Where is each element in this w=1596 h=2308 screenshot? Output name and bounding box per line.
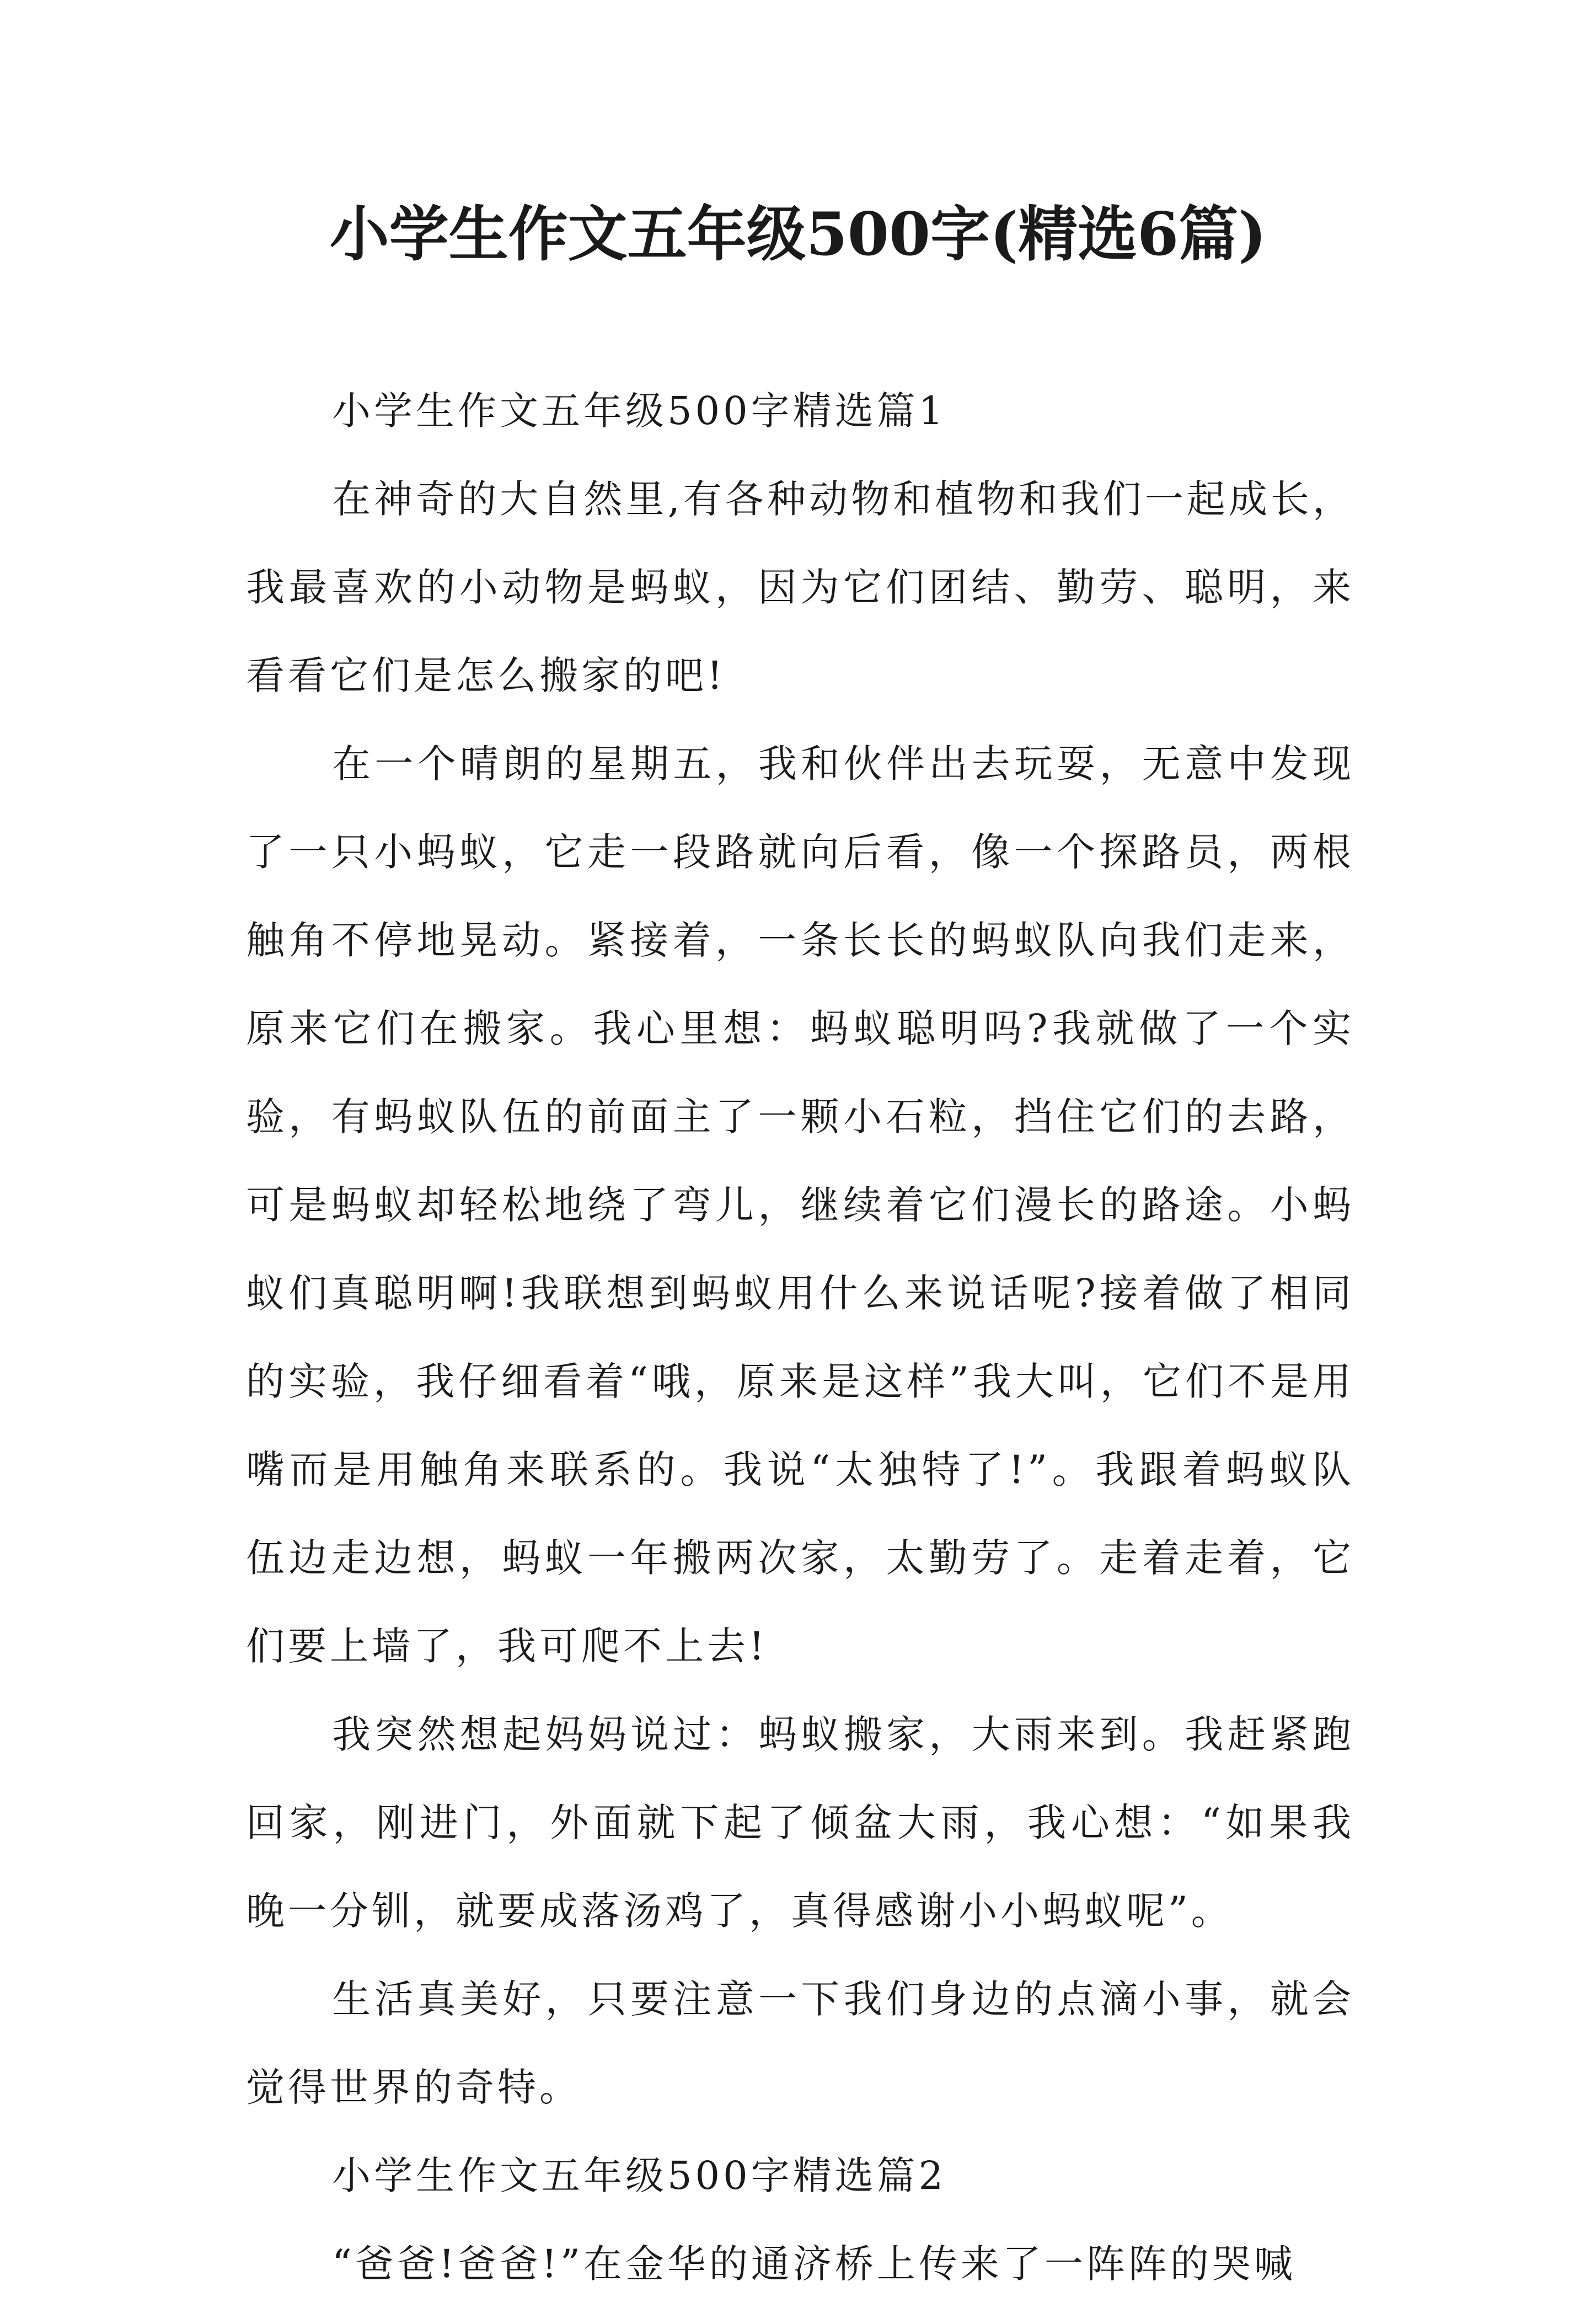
document-title: 小学生作文五年级500字(精选6篇): [329, 200, 1267, 269]
paragraph: 我突然想起妈妈说过：蚂蚁搬家，大雨来到。我赶紧跑回家，刚进门，外面就下起了倾盆大雨，我心想：“如果我晚一分钏，就要成落汤鸡了，真得感谢小小蚂蚁呢”。: [246, 1712, 1354, 1934]
section-heading-1: 小学生作文五年级500字精选篇1: [332, 388, 947, 433]
paragraph: 生活真美好，只要注意一下我们身边的点滴小事，就会觉得世界的奇特。: [246, 1977, 1354, 2110]
paragraph: 在一个晴朗的星期五，我和伙伴出去玩耍，无意中发现了一只小蚂蚁，它走一段路就向后看，像一个探路员，两根触角不停地晃动。紧接着，一条长长的蚂蚁队向我们走来，原来它们在搬家。我心里想：蚂蚁聪明吗?我就做了一个实验，有蚂蚁队伍的前面主了一颗小石粒，挡住它们的去路，可是蚂蚁却轻松地绕了弯儿，继续着它们漫长的路途。小蚂蚁们真聪明啊!我联想到蚂蚁用什么来说话呢?接着做了相同的实验，我仔细看着“哦，原来是这样”我大叫，它们不是用嘴而是用触角来联系的。我说“太独特了!”。我跟着蚂蚁队伍边走边想，蚂蚁一年搬两次家，太勤劳了。走着走着，它们要上墙了，我可爬不上去!: [246, 741, 1354, 1669]
paragraph: “爸爸!爸爸!”在金华的通济桥上传来了一阵阵的哭喊: [332, 2241, 1296, 2286]
document-body: [246, 367, 1354, 2308]
section-heading-2: 小学生作文五年级500字精选篇2: [332, 2153, 947, 2198]
paragraph: 在神奇的大自然里,有各种动物和植物和我们一起成长，我最喜欢的小动物是蚂蚁，因为它们团结、勤劳、聪明，来看看它们是怎么搬家的吧!: [246, 476, 1354, 698]
